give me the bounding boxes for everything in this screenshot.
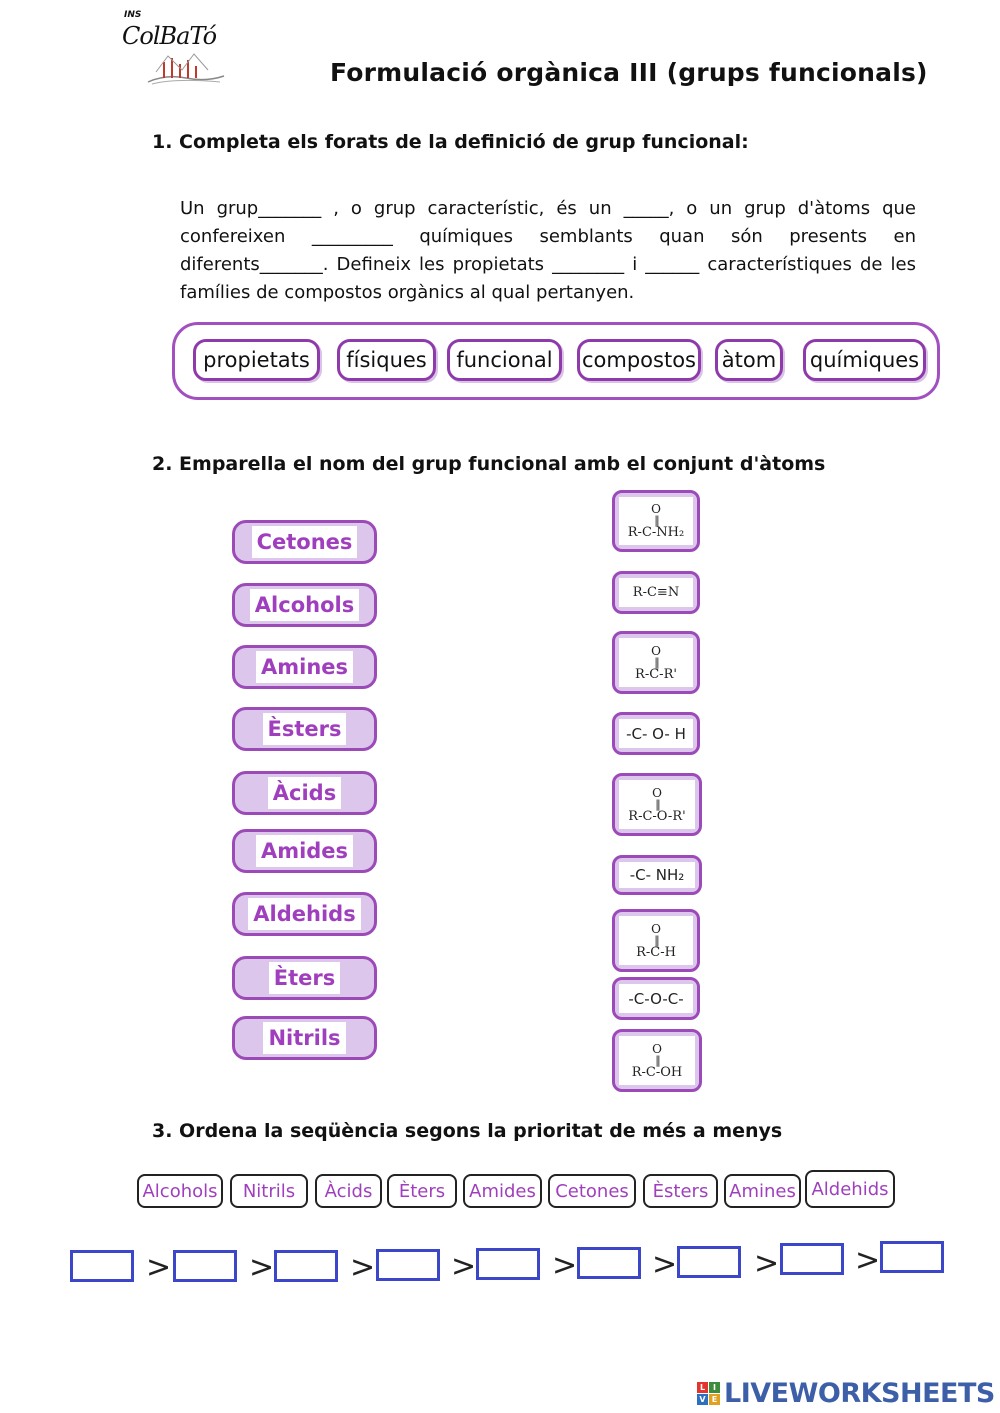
name-pill-label: Aldehids — [248, 898, 360, 930]
name-pill-amides[interactable] — [232, 829, 377, 873]
order-tag-cetones[interactable]: Cetones — [548, 1174, 636, 1208]
definition-text: Un grup_______ , o grup característic, és un _____, o un grup d'àtoms que confereixen _________ químiques semblants quan són presents en diferents_______. Defineix les propietats ________ i ______ característiques de les famílies de compostos orgànics al qual pertanyen. — [180, 198, 916, 303]
name-pill-label: Cetones — [252, 526, 358, 558]
greater-than-sign: > — [652, 1247, 678, 1282]
order-tag-amides[interactable]: Amides — [463, 1174, 542, 1208]
formula-content — [619, 497, 693, 545]
name-pill-eters[interactable] — [232, 956, 377, 1000]
formula-double-bond: || — [655, 1053, 659, 1067]
name-pill-cetones[interactable] — [232, 520, 377, 564]
formula-main: -C- O- H — [626, 724, 686, 743]
formula-double-bond: || — [654, 514, 658, 527]
liveworksheets-brand: LIVEWORKSHEETS — [724, 1378, 995, 1409]
order-slot-1[interactable] — [70, 1250, 134, 1282]
liveworksheets-logo[interactable] — [697, 1378, 995, 1409]
order-tag-nitrils[interactable]: Nitrils — [230, 1174, 308, 1208]
name-pill-label: Amines — [256, 651, 353, 683]
mark-letter: V — [697, 1394, 708, 1405]
formula-main: R-C-R' — [635, 666, 677, 682]
formula-box-nitrile[interactable] — [612, 571, 700, 614]
logo-small-text: INS — [124, 10, 142, 20]
order-tag-amines[interactable]: Amines — [724, 1174, 801, 1208]
formula-oxygen: O — [652, 1041, 662, 1056]
mark-letter: E — [709, 1394, 720, 1405]
name-pill-label: Àcids — [268, 777, 341, 809]
formula-box-ester[interactable] — [612, 773, 702, 836]
name-pill-label: Amides — [256, 835, 353, 867]
name-pill-label: Nitrils — [263, 1022, 345, 1054]
greater-than-sign: > — [451, 1249, 477, 1284]
formula-box-ether[interactable] — [612, 977, 700, 1020]
formula-main: R-C-OH — [631, 1064, 683, 1080]
formula-content — [619, 916, 693, 965]
formula-double-bond: || — [654, 655, 658, 669]
order-slot-4[interactable] — [376, 1249, 440, 1281]
page-title: Formulació orgànica III (grups funcionals) — [330, 58, 928, 87]
mark-letter: L — [697, 1382, 708, 1393]
formula-content — [619, 638, 693, 687]
name-pill-label: Èsters — [263, 713, 347, 745]
formula-content — [619, 984, 693, 1013]
name-pill-nitrils[interactable] — [232, 1016, 377, 1060]
bank-word-compostos[interactable]: compostos — [577, 339, 701, 381]
name-pill-acids[interactable] — [232, 771, 377, 815]
formula-box-ketone[interactable] — [612, 631, 700, 694]
order-slot-3[interactable] — [274, 1250, 338, 1282]
name-pill-alcohols[interactable] — [232, 583, 377, 627]
order-slot-7[interactable] — [677, 1246, 741, 1278]
formula-oxygen: O — [651, 502, 661, 516]
formula-main: R-C-H — [636, 944, 676, 960]
formula-main: -C- NH₂ — [629, 866, 685, 884]
formula-main: R-C-NH₂ — [627, 525, 685, 540]
order-tag-esters[interactable]: Èsters — [643, 1174, 718, 1208]
formula-main: -C-O-C- — [628, 989, 684, 1008]
order-slot-6[interactable] — [577, 1247, 641, 1279]
greater-than-sign: > — [754, 1246, 780, 1281]
formula-box-amine[interactable] — [612, 855, 702, 895]
logo-skyline-icon — [146, 52, 226, 86]
greater-than-sign: > — [350, 1250, 376, 1285]
bank-word-propietats[interactable]: propietats — [193, 339, 320, 381]
name-pill-label: Alcohols — [250, 589, 359, 621]
formula-box-alcohol[interactable] — [612, 712, 700, 755]
formula-oxygen: O — [652, 785, 662, 800]
formula-content — [619, 719, 693, 748]
formula-oxygen: O — [651, 921, 661, 936]
order-tag-alcohols[interactable]: Alcohols — [137, 1174, 223, 1208]
liveworksheets-mark-icon — [697, 1382, 720, 1405]
bank-word-atom[interactable]: àtom — [715, 339, 783, 381]
name-pill-label: Èters — [269, 962, 340, 994]
order-tag-aldehids[interactable]: Aldehids — [805, 1170, 895, 1208]
greater-than-sign: > — [855, 1243, 881, 1278]
formula-content — [619, 1036, 695, 1085]
order-slot-9[interactable] — [880, 1241, 944, 1273]
name-pill-amines[interactable] — [232, 645, 377, 689]
bank-word-fisiques[interactable]: físiques — [337, 339, 436, 381]
formula-double-bond: || — [655, 797, 659, 811]
formula-content — [619, 578, 693, 607]
bank-word-funcional[interactable]: funcional — [447, 339, 562, 381]
order-tag-eters[interactable]: Èters — [387, 1174, 457, 1208]
question-3-heading: 3. Ordena la seqüència segons la prioritat de més a menys — [152, 1120, 783, 1142]
order-slot-5[interactable] — [476, 1248, 540, 1280]
formula-box-amide[interactable] — [612, 490, 700, 552]
formula-box-carboxylic-acid[interactable] — [612, 1029, 702, 1092]
formula-box-aldehyde[interactable] — [612, 909, 700, 972]
formula-double-bond: || — [654, 933, 658, 947]
school-logo — [120, 8, 250, 88]
order-slot-2[interactable] — [173, 1250, 237, 1282]
question-1-heading: 1. Completa els forats de la definició de grup funcional: — [152, 131, 749, 153]
order-tag-acids[interactable]: Àcids — [315, 1174, 382, 1208]
mark-letter: I — [709, 1382, 720, 1393]
name-pill-esters[interactable] — [232, 707, 377, 751]
greater-than-sign: > — [552, 1248, 578, 1283]
formula-main: R-C≡N — [632, 584, 680, 600]
logo-name: ColBaTó — [122, 22, 217, 50]
greater-than-sign: > — [249, 1250, 275, 1285]
question-2-heading: 2. Emparella el nom del grup funcional amb el conjunt d'àtoms — [152, 453, 826, 475]
formula-oxygen: O — [651, 643, 661, 658]
bank-word-quimiques[interactable]: químiques — [803, 339, 926, 381]
formula-main: R-C-O-R' — [628, 808, 686, 824]
name-pill-aldehids[interactable] — [232, 892, 377, 936]
formula-content — [619, 780, 695, 829]
formula-content — [619, 862, 695, 888]
order-slot-8[interactable] — [780, 1243, 844, 1275]
greater-than-sign: > — [146, 1250, 172, 1285]
